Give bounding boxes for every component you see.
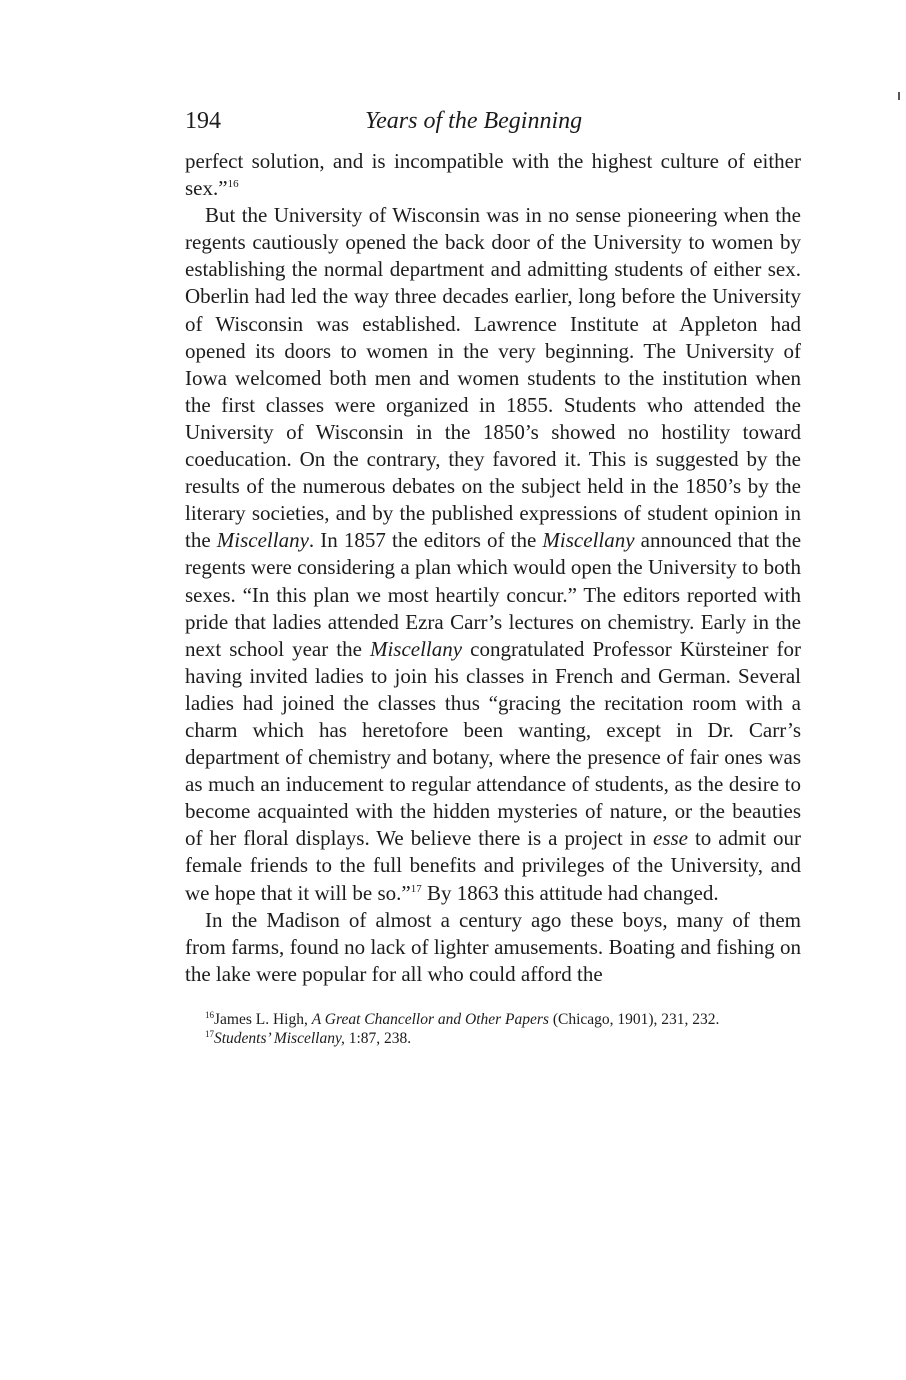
italic-esse: esse (653, 826, 688, 851)
italic-miscellany-2: Miscellany (542, 528, 635, 553)
footnote-17-title: Students’ Miscellany, (214, 1029, 345, 1047)
paragraph-2-part-e: to admit our female friends to the full benefits and privileges of the University, and we hope that it will be so.” (185, 826, 802, 905)
body-text (185, 148, 801, 988)
footnote-17-post: 1:87, 238. (344, 1029, 412, 1047)
running-head (185, 108, 801, 148)
footnotes (185, 1010, 801, 1048)
paragraph-2 (185, 202, 801, 906)
paragraph-2-part-f: By 1863 this attitude had changed. (421, 880, 719, 905)
footnote-17-mark: 17 (205, 1028, 214, 1039)
paragraph-2-part-c: announced that the regents were considering a plan which would open the University to both sexes. “In this plan we most heartily concur.” The editors reported with pride that ladies attended Ezra Carr’s lectures on chemistry. Early in the next school year the (185, 528, 802, 661)
paragraph-3 (185, 907, 801, 988)
footnote-16 (185, 1010, 801, 1029)
footnote-16-post: (Chicago, 1901), 231, 232. (548, 1010, 720, 1028)
page-number: 194 (185, 108, 221, 134)
footnote-17 (185, 1029, 801, 1048)
footnote-ref-16: 16 (227, 178, 239, 191)
stray-mark (898, 92, 900, 100)
footnote-16-title: A Great Chancellor and Other Papers (311, 1010, 549, 1028)
footnote-ref-17: 17 (410, 882, 422, 895)
running-title: Years of the Beginning (365, 108, 583, 134)
paragraph-1 (185, 148, 801, 202)
paragraph-3-text: In the Madison of almost a century ago these boys, many of them from farms, found no lack of lighter amusements. Boating and fishing on the lake were popular for all who could afford the (185, 907, 801, 986)
book-page (185, 108, 801, 1048)
italic-miscellany-1: Miscellany (216, 528, 309, 553)
footnote-16-mark: 16 (205, 1009, 214, 1020)
paragraph-2-part-d: congratulated Professor Kürsteiner for having invited ladies to join his classes in French and German. Several ladies had joined the classes thus “gracing the recitation room with a charm which has heretofore been wanting, except in Dr. Carr’s department of chemistry and botany, where the presence of fair ones was as much an inducement to regular attendance of students, as the desire to become acquainted with the hidden mysteries of nature, or the beauties of her floral displays. We believe there is a project in (185, 636, 801, 851)
paragraph-1-text: perfect solution, and is incompatible with the highest culture of either sex.” (185, 149, 801, 201)
italic-miscellany-3: Miscellany (369, 636, 463, 661)
paragraph-2-part-a: But the University of Wisconsin was in no sense pioneering when the regents cautiously opened the back door of the University to women by establishing the normal department and admitting students of either sex. Oberlin had led the way three decades earlier, long before the University of Wisconsin was established. Lawrence Institute at Appleton had opened its doors to women in the very beginning. The University of Iowa welcomed both men and women students to the institution when the first classes were organized in 1855. Students who attended the University of Wisconsin in the 1850’s showed no hostility toward coeducation. On the contrary, they favored it. This is suggested by the results of the numerous debates on the subject held in the 1850’s by the literary societies, and by the published expressions of student opinion in the (185, 203, 801, 553)
footnote-16-pre: James L. High, (214, 1010, 312, 1028)
paragraph-2-part-b: . In 1857 the editors of the (308, 528, 543, 553)
